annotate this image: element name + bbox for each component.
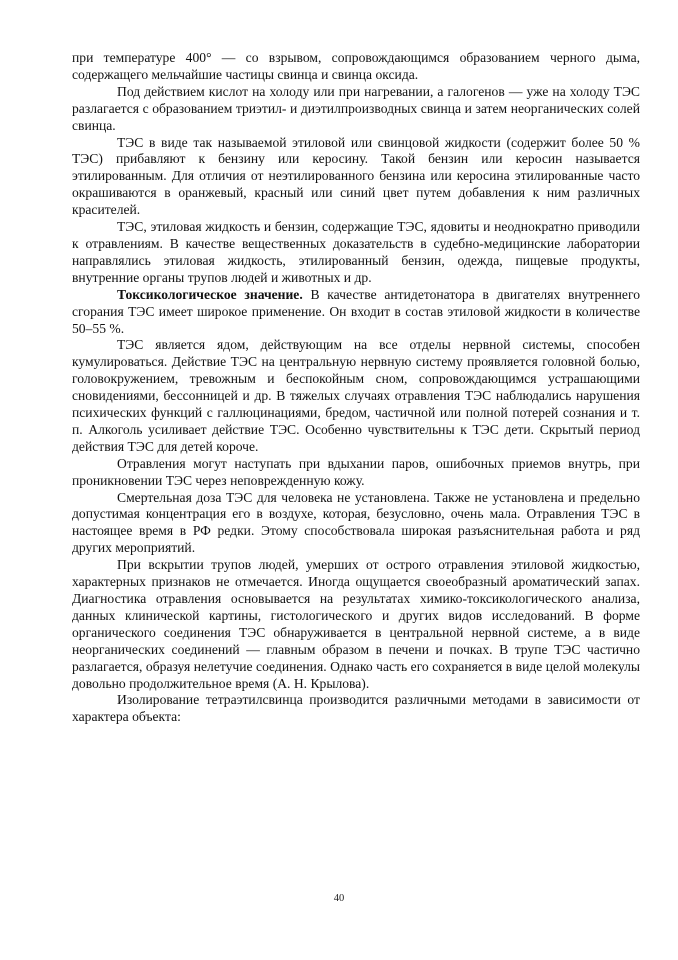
paragraph: Изолирование тетраэтилсвинца производится различными методами в зависимости от характера объекта:	[72, 692, 640, 725]
document-page	[72, 50, 640, 726]
page-number: 40	[333, 893, 345, 904]
paragraph: При вскрытии трупов людей, умерших от острого отравления этиловой жидкостью, характерных признаков не отмечается. Иногда ощущается своеобразный ароматический запах. Диагностика отравления основывается на результатах химико-токсикологического анализа, данных клинической картины, гистологического и других видов исследований. В форме органического соединения ТЭС обнаруживается в центральной нервной системе, а в виде неорганических соединений — главным образом в печени и почках. В трупе ТЭС частично разлагается, образуя нелетучие соединения. Однако часть его сохраняется в виде целой молекулы довольно продолжительное время (А. Н. Крылова).	[72, 557, 640, 691]
paragraph-continuation: при температуре 400° — со взрывом, сопровождающимся образованием черного дыма, содержащего мельчайшие частицы свинца и свинца оксида.	[72, 50, 640, 82]
paragraph: ТЭС является ядом, действующим на все отделы нервной системы, способен кумулироваться. Действие ТЭС на центральную нервную систему проявляется головной болью, головокружением, тревожным и беспокойным сном, сопровождающимся устрашающими сновидениями, бессонницей и др. В тяжелых случаях отравления ТЭС наблюдались нарушения психических функций с галлюцинациями, бредом, частичной или полной потерей сознания и т. п. Алкоголь усиливает действие ТЭС. Особенно чувствительны к ТЭС дети. Скрытый период действия ТЭС для детей короче.	[72, 337, 640, 454]
paragraph-text: В качестве антидетонатора в двигателях внутреннего сгорания ТЭС имеет широкое применение. Он входит в состав этиловой жидкости в количестве 50–55 %.	[72, 286, 640, 336]
paragraph: Смертельная доза ТЭС для человека не установлена. Также не установлена и предельно допустимая концентрация его в воздухе, которая, безусловно, очень мала. Отравления ТЭС в настоящее время в РФ редки. Этому способствовала широкая разъяснительная работа и ряд других мероприятий.	[72, 489, 640, 556]
section-heading: Токсикологическое значение.	[117, 286, 303, 302]
paragraph: Под действием кислот на холоду или при нагревании, а галогенов — уже на холоду ТЭС разлагается с образованием триэтил- и диэтилпроизводных свинца и затем неорганических солей свинца.	[72, 83, 640, 133]
paragraph: Отравления могут наступать при вдыхании паров, ошибочных приемов внутрь, при проникновении ТЭС через неповрежденную кожу.	[72, 455, 640, 488]
paragraph: ТЭС, этиловая жидкость и бензин, содержащие ТЭС, ядовиты и неоднократно приводили к отравлениям. В качестве вещественных доказательств в судебно-медицинские лаборатории направлялись этиловая жидкость, этилированный бензин, одежда, пищевые продукты, внутренние органы трупов людей и животных и др.	[72, 219, 640, 285]
paragraph	[72, 287, 640, 338]
paragraph: ТЭС в виде так называемой этиловой или свинцовой жидкости (содержит более 50 % ТЭС) прибавляют к бензину или керосину. Такой бензин или керосин называется этилированным. Для отличия от неэтилированного бензина или керосина этилированные часто окрашиваются в оранжевый, красный или синий цвет путем добавления к ним различных красителей.	[72, 134, 640, 218]
